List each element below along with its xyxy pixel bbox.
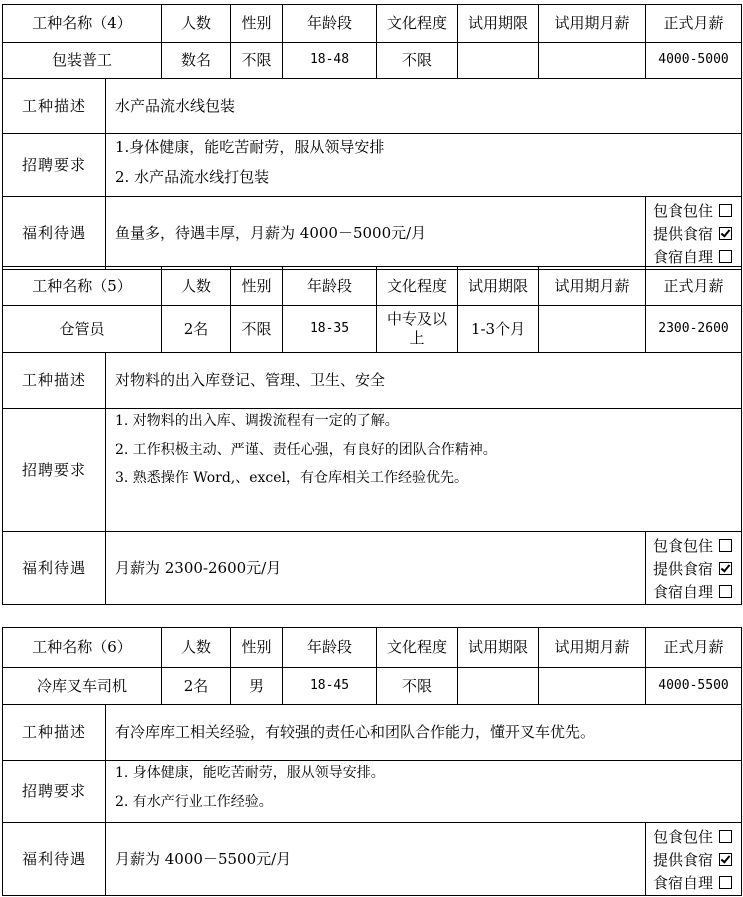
- values-row: [3, 668, 742, 705]
- header-trial-salary: 试用期月薪: [539, 267, 646, 306]
- values-row: [3, 306, 742, 353]
- description-row: [3, 705, 742, 761]
- job-requirements: [106, 761, 742, 823]
- job-gender: 男: [231, 668, 283, 705]
- benefit-options: [646, 197, 742, 270]
- job-education: 不限: [377, 43, 458, 79]
- checkbox-icon[interactable]: [719, 853, 732, 866]
- header-trial-period: 试用期限: [458, 267, 539, 306]
- job-count: 2名: [162, 306, 231, 353]
- benefit-option-provided: 提供食宿: [653, 558, 741, 581]
- benefits-label: 福利待遇: [3, 823, 106, 896]
- description-label: 工种描述: [3, 353, 106, 409]
- job-description: 有冷库库工相关经验，有较强的责任心和团队合作能力，懂开叉车优先。: [106, 705, 742, 761]
- checkbox-icon[interactable]: [719, 585, 732, 598]
- requirement-line: 2. 工作积极主动、严谨、责任心强，有良好的团队合作精神。: [115, 441, 497, 458]
- job-age: 18-45: [283, 668, 377, 705]
- job-name: 冷库叉车司机: [3, 668, 162, 705]
- job-trial-period: [458, 43, 539, 79]
- header-age: 年龄段: [283, 267, 377, 306]
- job-title: 工种名称（6）: [3, 628, 162, 668]
- job-table-5: [2, 266, 742, 605]
- job-education: 中专及以上: [377, 306, 458, 353]
- job-trial-salary: [539, 306, 646, 353]
- header-trial-salary: 试用期月薪: [539, 628, 646, 668]
- benefits-row: [3, 532, 742, 605]
- checkbox-icon[interactable]: [719, 539, 732, 552]
- header-education: 文化程度: [377, 267, 458, 306]
- job-requirements: [106, 134, 742, 197]
- header-age: 年龄段: [283, 5, 377, 43]
- job-count: 数名: [162, 43, 231, 79]
- header-gender: 性别: [231, 628, 283, 668]
- benefit-option-room-board: 包食包住: [653, 535, 741, 558]
- job-benefits: 鱼量多，待遇丰厚，月薪为 4000－5000元/月: [106, 197, 646, 270]
- job-name: 包装普工: [3, 43, 162, 79]
- header-row: [3, 628, 742, 668]
- checkbox-icon[interactable]: [719, 562, 732, 575]
- benefit-options: [646, 532, 742, 605]
- job-age: 18-35: [283, 306, 377, 353]
- benefit-option-provided: 提供食宿: [653, 849, 741, 872]
- benefit-option-room-board: 包食包住: [653, 200, 741, 223]
- job-description: 水产品流水线包装: [106, 79, 742, 134]
- job-formal-salary: 2300-2600: [646, 306, 742, 353]
- job-benefits: 月薪为 2300-2600元/月: [106, 532, 646, 605]
- header-row: [3, 267, 742, 306]
- header-gender: 性别: [231, 267, 283, 306]
- header-count: 人数: [162, 628, 231, 668]
- description-label: 工种描述: [3, 79, 106, 134]
- header-formal-salary: 正式月薪: [646, 628, 742, 668]
- benefit-option-provided: 提供食宿: [653, 223, 741, 246]
- checkbox-icon[interactable]: [719, 204, 732, 217]
- requirement-line: 1. 对物料的出入库、调拨流程有一定的了解。: [115, 413, 399, 429]
- job-formal-salary: 4000-5000: [646, 43, 742, 79]
- job-trial-salary: [539, 668, 646, 705]
- checkbox-icon[interactable]: [719, 876, 732, 889]
- job-gender: 不限: [231, 43, 283, 79]
- requirement-line: 2. 有水产行业工作经验。: [115, 793, 273, 810]
- job-title: 工种名称（4）: [3, 5, 162, 43]
- header-trial-salary: 试用期月薪: [539, 5, 646, 43]
- header-education: 文化程度: [377, 5, 458, 43]
- job-education: 不限: [377, 668, 458, 705]
- benefit-option-room-board: 包食包住: [653, 826, 741, 849]
- job-name: 仓管员: [3, 306, 162, 353]
- requirement-line: 1. 身体健康，能吃苦耐劳，服从领导安排。: [115, 765, 385, 781]
- job-table-6: [2, 627, 742, 896]
- header-row: [3, 5, 742, 43]
- header-formal-salary: 正式月薪: [646, 5, 742, 43]
- job-description: 对物料的出入库登记、管理、卫生、安全: [106, 353, 742, 409]
- job-table-4: [2, 4, 742, 270]
- header-formal-salary: 正式月薪: [646, 267, 742, 306]
- job-benefits: 月薪为 4000－5500元/月: [106, 823, 646, 896]
- job-title: 工种名称（5）: [3, 267, 162, 306]
- requirements-row: [3, 409, 742, 532]
- requirements-label: 招聘要求: [3, 761, 106, 823]
- checkbox-icon[interactable]: [719, 830, 732, 843]
- requirements-label: 招聘要求: [3, 409, 106, 532]
- benefits-row: [3, 197, 742, 270]
- header-education: 文化程度: [377, 628, 458, 668]
- requirement-line: 2. 水产品流水线打包装: [115, 167, 270, 186]
- description-label: 工种描述: [3, 705, 106, 761]
- checkbox-icon[interactable]: [719, 250, 732, 263]
- benefit-options: [646, 823, 742, 896]
- header-age: 年龄段: [283, 628, 377, 668]
- job-gender: 不限: [231, 306, 283, 353]
- requirements-label: 招聘要求: [3, 134, 106, 197]
- job-age: 18-48: [283, 43, 377, 79]
- job-trial-period: 1-3个月: [458, 306, 539, 353]
- benefits-label: 福利待遇: [3, 197, 106, 270]
- benefits-row: [3, 823, 742, 896]
- header-trial-period: 试用期限: [458, 628, 539, 668]
- benefits-label: 福利待遇: [3, 532, 106, 605]
- requirements-row: [3, 761, 742, 823]
- header-count: 人数: [162, 267, 231, 306]
- requirement-line: 3. 熟悉操作 Word,、excel，有仓库相关工作经验优先。: [115, 470, 469, 486]
- requirement-line: 1.身体健康，能吃苦耐劳，服从领导安排: [115, 138, 385, 156]
- header-count: 人数: [162, 5, 231, 43]
- header-trial-period: 试用期限: [458, 5, 539, 43]
- benefit-option-self: 食宿自理: [653, 246, 741, 269]
- job-trial-salary: [539, 43, 646, 79]
- job-count: 2名: [162, 668, 231, 705]
- values-row: [3, 43, 742, 79]
- job-requirements: [106, 409, 742, 532]
- job-formal-salary: 4000-5500: [646, 668, 742, 705]
- checkbox-icon[interactable]: [719, 227, 732, 240]
- description-row: [3, 353, 742, 409]
- requirements-row: [3, 134, 742, 197]
- description-row: [3, 79, 742, 134]
- header-gender: 性别: [231, 5, 283, 43]
- benefit-option-self: 食宿自理: [653, 872, 741, 895]
- benefit-option-self: 食宿自理: [653, 581, 741, 604]
- job-trial-period: [458, 668, 539, 705]
